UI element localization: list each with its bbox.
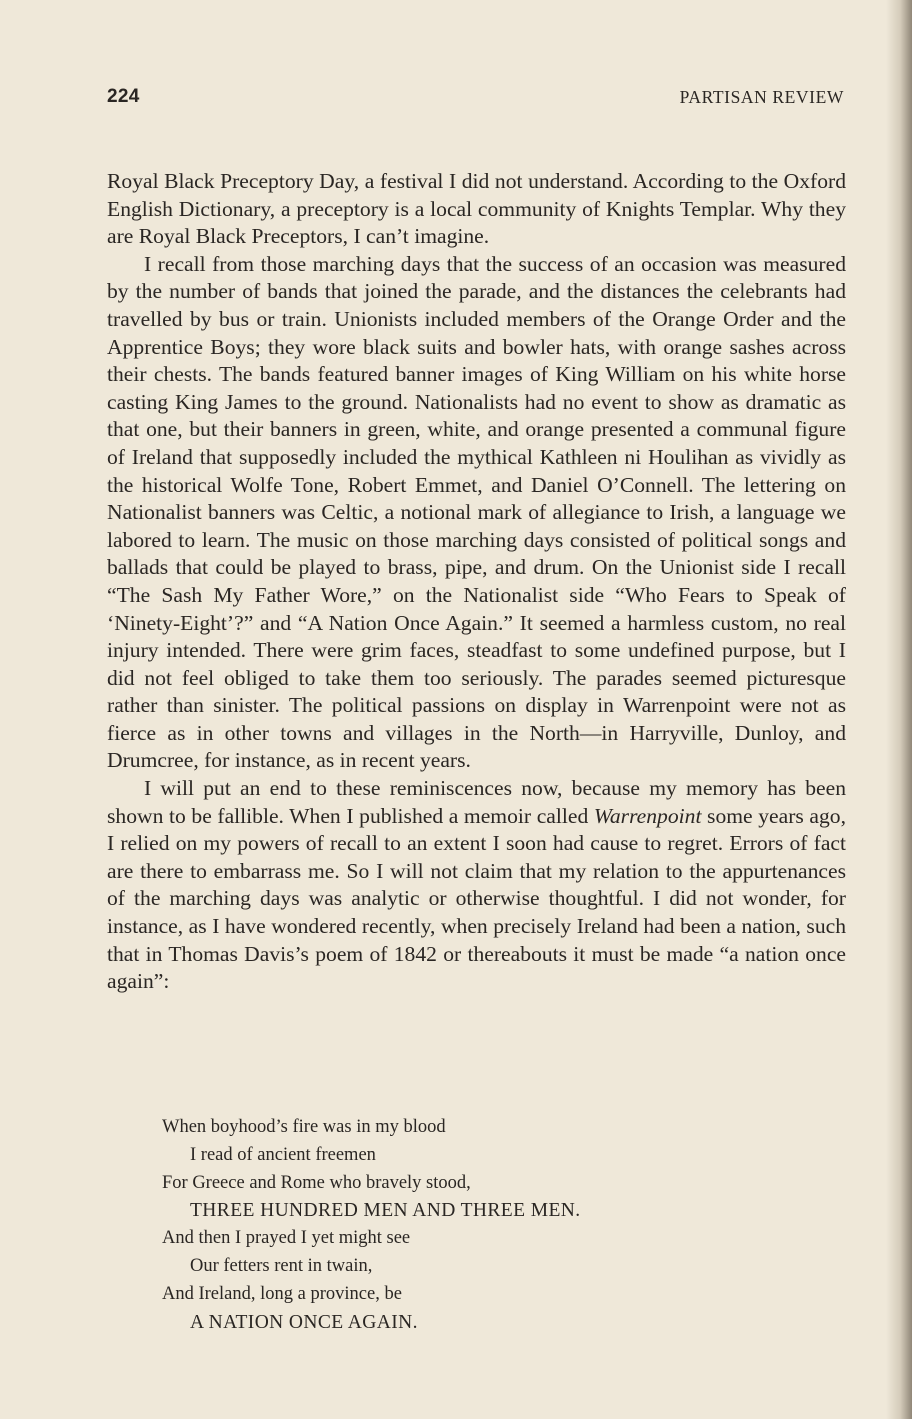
paragraph-3: [107, 775, 846, 996]
paragraph-2: I recall from those marching days that the success of an occasion was measured by the number of bands that joined the parade, and the distances the celebrants had travelled by bus or train. Unionists included members of the Orange Order and the Apprentice Boys; they wore black suits and bowler hats, with orange sashes across their chests. The bands featured banner images of King William on his white horse casting King James to the ground. Nationalists had no event to show as dramatic as that one, but their banners in green, white, and orange presented a communal figure of Ireland that supposedly included the mythical Kathleen ni Houlihan as vividly as the historical Wolfe Tone, Robert Emmet, and Daniel O’Connell. The lettering on Nationalist banners was Celtic, a notional mark of allegiance to Irish, a language we labored to learn. The music on those marching days consisted of political songs and ballads that could be played to brass, pipe, and drum. On the Unionist side I recall “The Sash My Father Wore,” on the Nationalist side “Who Fears to Speak of ‘Ninety-Eight’?” and “A Nation Once Again.” It seemed a harmless custom, no real injury intended. There were grim faces, steadfast to some undefined purpose, but I did not feel obliged to take them too seriously. The parades seemed picturesque rather than sinister. The political passions on display in Warrenpoint were not as fierce as in other towns and villages in the North—in Harryville, Dunloy, and Drumcree, for instance, as in recent years.: [107, 251, 846, 773]
verse-line: For Greece and Rome who bravely stood,: [162, 1172, 471, 1193]
poem-quotation: [162, 1114, 762, 1336]
paragraph-3-text-before: I will put an end to these reminiscences now, because my memory has been shown to be fallible. When I published a memoir called: [107, 776, 846, 828]
book-title-warrenpoint: Warrenpoint: [593, 803, 702, 828]
paragraph-3-text-after: some years ago, I relied on my powers of recall to an extent I soon had cause to regret. Errors of fact are there to embarrass me. So I will not claim that my relation to the appurtenances of the marching days was analytic or otherwise thoughtful. I did not wonder, for instance, as I have wondered recently, when precisely Ireland had been a nation, such that in Thomas Davis’s poem of 1842 or thereabouts it must be made “a nation once again”:: [107, 803, 846, 994]
journal-title: PARTISAN REVIEW: [679, 87, 844, 107]
article-body: [107, 168, 846, 996]
page-edge-shadow: [886, 0, 912, 1419]
verse-line: When boyhood’s fire was in my blood: [162, 1117, 446, 1137]
running-head: [107, 86, 844, 110]
verse-line: And then I prayed I yet might see: [162, 1228, 411, 1249]
verse-line: And Ireland, long a province, be: [162, 1283, 402, 1304]
verse-line: Our fetters rent in twain,: [190, 1255, 373, 1276]
verse-line: I read of ancient freemen: [190, 1144, 376, 1165]
paragraph-1: Royal Black Preceptory Day, a festival I did not understand. According to the Oxford English Dictionary, a preceptory is a local community of Knights Templar. Why they are Royal Black Preceptors, I can’t imagine.: [107, 169, 846, 249]
page-number: 224: [107, 86, 140, 107]
verse-refrain: A NATION ONCE AGAIN.: [190, 1311, 418, 1333]
verse-refrain: THREE HUNDRED MEN AND THREE MEN.: [190, 1200, 581, 1222]
